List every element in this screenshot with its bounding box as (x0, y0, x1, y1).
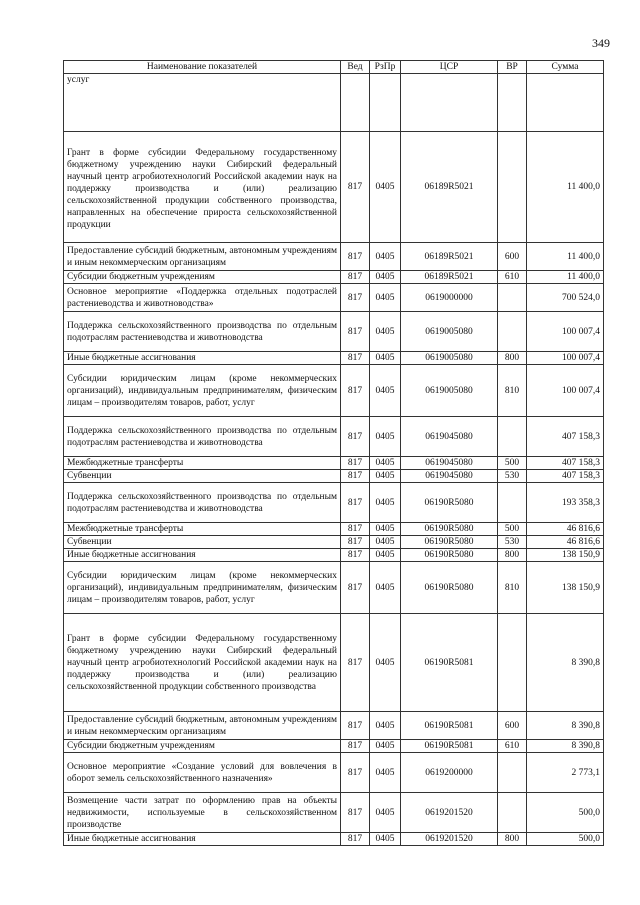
row-sum: 138 150,9 (527, 549, 604, 562)
row-name: услуг (64, 74, 341, 132)
row-ved: 817 (341, 562, 370, 614)
header-name: Наименование показателей (64, 61, 341, 74)
row-ved: 817 (341, 284, 370, 312)
row-csr: 0619005080 (401, 312, 498, 352)
row-sum: 407 158,3 (527, 417, 604, 457)
table-row (64, 365, 604, 417)
row-name: Иные бюджетные ассигнования (64, 549, 341, 562)
row-ved: 817 (341, 483, 370, 523)
page-number: 349 (592, 36, 610, 50)
row-vr: 530 (498, 536, 527, 549)
row-sum (527, 74, 604, 132)
table-row (64, 312, 604, 352)
row-rzpr: 0405 (370, 312, 401, 352)
table-row (64, 271, 604, 284)
row-rzpr: 0405 (370, 352, 401, 365)
row-sum: 46 816,6 (527, 523, 604, 536)
table-row (64, 833, 604, 846)
row-csr: 0619200000 (401, 753, 498, 793)
row-name: Грант в форме субсидии Федеральному государственному бюджетному учреждению науки Сибирский федеральный научный центр агробиотехнологий Российской академии наук на поддержку производства и (или) реализацию сельскохозяйственной продукции собственного производства (64, 614, 341, 712)
row-name: Предоставление субсидий бюджетным, автономным учреждениям и иным некоммерческим организациям (64, 243, 341, 271)
row-csr: 06190R5080 (401, 549, 498, 562)
row-rzpr: 0405 (370, 365, 401, 417)
table-row (64, 284, 604, 312)
table-row (64, 132, 604, 243)
row-vr (498, 132, 527, 243)
row-vr: 530 (498, 470, 527, 483)
table-row (64, 614, 604, 712)
table-row (64, 562, 604, 614)
row-csr: 0619045080 (401, 457, 498, 470)
row-csr: 0619201520 (401, 833, 498, 846)
row-rzpr: 0405 (370, 562, 401, 614)
row-vr: 800 (498, 833, 527, 846)
row-vr (498, 284, 527, 312)
header-sum: Сумма (527, 61, 604, 74)
row-name: Основное мероприятие «Создание условий для вовлечения в оборот земель сельскохозяйственного назначения» (64, 753, 341, 793)
row-vr (498, 74, 527, 132)
row-vr (498, 417, 527, 457)
header-vr: ВР (498, 61, 527, 74)
row-ved: 817 (341, 712, 370, 740)
row-ved: 817 (341, 614, 370, 712)
table-row (64, 74, 604, 132)
row-vr: 810 (498, 365, 527, 417)
row-ved: 817 (341, 457, 370, 470)
row-sum: 700 524,0 (527, 284, 604, 312)
table-row (64, 243, 604, 271)
row-rzpr: 0405 (370, 284, 401, 312)
row-csr: 06190R5081 (401, 740, 498, 753)
row-name: Иные бюджетные ассигнования (64, 352, 341, 365)
row-name: Поддержка сельскохозяйственного производства по отдельным подотраслям растениеводства и животноводства (64, 483, 341, 523)
row-rzpr: 0405 (370, 417, 401, 457)
row-vr: 500 (498, 523, 527, 536)
row-csr: 06189R5021 (401, 271, 498, 284)
row-name: Межбюджетные трансферты (64, 457, 341, 470)
row-sum: 8 390,8 (527, 740, 604, 753)
row-ved: 817 (341, 132, 370, 243)
row-vr (498, 793, 527, 833)
row-sum: 407 158,3 (527, 457, 604, 470)
table-row (64, 417, 604, 457)
table-row (64, 483, 604, 523)
row-name: Основное мероприятие «Поддержка отдельных подотраслей растениеводства и животноводства» (64, 284, 341, 312)
row-rzpr: 0405 (370, 271, 401, 284)
row-rzpr: 0405 (370, 549, 401, 562)
row-ved: 817 (341, 523, 370, 536)
row-vr (498, 614, 527, 712)
row-csr: 06189R5021 (401, 132, 498, 243)
row-name: Возмещение части затрат по оформлению прав на объекты недвижимости, используемые в сельскохозяйственном производстве (64, 793, 341, 833)
row-ved: 817 (341, 740, 370, 753)
row-csr: 06190R5080 (401, 536, 498, 549)
row-csr: 0619045080 (401, 470, 498, 483)
table-row (64, 457, 604, 470)
table-row (64, 536, 604, 549)
row-vr: 810 (498, 562, 527, 614)
row-ved: 817 (341, 312, 370, 352)
row-csr (401, 74, 498, 132)
row-csr: 0619000000 (401, 284, 498, 312)
row-name: Субсидии юридическим лицам (кроме некоммерческих организаций), индивидуальным предпринимателям, физическим лицам – производителям товаров, работ, услуг (64, 365, 341, 417)
row-rzpr: 0405 (370, 523, 401, 536)
table-row (64, 352, 604, 365)
row-sum: 500,0 (527, 833, 604, 846)
row-name: Грант в форме субсидии Федеральному государственному бюджетному учреждению науки Сибирский федеральный научный центр агробиотехнологий Российской академии наук на поддержку производства и (или) реализацию сельскохозяйственной продукции собственного производства, направленных на обеспечение прироста сельскохозяйственной продукции (64, 132, 341, 243)
table-row (64, 470, 604, 483)
row-rzpr: 0405 (370, 712, 401, 740)
row-name: Субсидии бюджетным учреждениям (64, 271, 341, 284)
header-csr: ЦСР (401, 61, 498, 74)
row-sum: 46 816,6 (527, 536, 604, 549)
row-ved: 817 (341, 536, 370, 549)
row-name: Субвенции (64, 470, 341, 483)
row-rzpr: 0405 (370, 483, 401, 523)
row-name: Субсидии бюджетным учреждениям (64, 740, 341, 753)
row-name: Субсидии юридическим лицам (кроме некоммерческих организаций), индивидуальным предпринимателям, физическим лицам – производителям товаров, работ, услуг (64, 562, 341, 614)
row-vr (498, 753, 527, 793)
row-sum: 100 007,4 (527, 365, 604, 417)
header-ved: Вед (341, 61, 370, 74)
row-ved: 817 (341, 549, 370, 562)
row-name: Поддержка сельскохозяйственного производства по отдельным подотраслям растениеводства и животноводства (64, 312, 341, 352)
row-sum: 407 158,3 (527, 470, 604, 483)
row-csr: 0619201520 (401, 793, 498, 833)
row-sum: 2 773,1 (527, 753, 604, 793)
row-name: Иные бюджетные ассигнования (64, 833, 341, 846)
row-name: Поддержка сельскохозяйственного производства по отдельным подотраслям растениеводства и животноводства (64, 417, 341, 457)
budget-table (63, 60, 604, 846)
table-row (64, 712, 604, 740)
table-row (64, 753, 604, 793)
row-sum: 193 358,3 (527, 483, 604, 523)
row-rzpr: 0405 (370, 793, 401, 833)
row-vr: 500 (498, 457, 527, 470)
row-vr: 800 (498, 549, 527, 562)
table-row (64, 793, 604, 833)
table-header-row (64, 61, 604, 74)
row-vr (498, 483, 527, 523)
row-sum: 11 400,0 (527, 132, 604, 243)
row-ved: 817 (341, 365, 370, 417)
row-sum: 500,0 (527, 793, 604, 833)
row-vr: 800 (498, 352, 527, 365)
row-csr: 0619005080 (401, 352, 498, 365)
row-rzpr: 0405 (370, 753, 401, 793)
row-vr: 610 (498, 271, 527, 284)
row-ved: 817 (341, 793, 370, 833)
row-rzpr: 0405 (370, 614, 401, 712)
row-rzpr: 0405 (370, 457, 401, 470)
row-name: Предоставление субсидий бюджетным, автономным учреждениям и иным некоммерческим организациям (64, 712, 341, 740)
row-rzpr: 0405 (370, 536, 401, 549)
row-sum: 11 400,0 (527, 243, 604, 271)
row-csr: 06190R5080 (401, 523, 498, 536)
row-sum: 100 007,4 (527, 352, 604, 365)
row-vr: 610 (498, 740, 527, 753)
row-csr: 06190R5081 (401, 614, 498, 712)
row-ved: 817 (341, 833, 370, 846)
table-row (64, 523, 604, 536)
row-csr: 06190R5080 (401, 562, 498, 614)
row-csr: 06189R5021 (401, 243, 498, 271)
row-ved: 817 (341, 470, 370, 483)
row-vr: 600 (498, 243, 527, 271)
row-csr: 0619005080 (401, 365, 498, 417)
row-sum: 8 390,8 (527, 712, 604, 740)
row-csr: 06190R5080 (401, 483, 498, 523)
table-row (64, 549, 604, 562)
row-rzpr: 0405 (370, 243, 401, 271)
row-vr: 600 (498, 712, 527, 740)
row-rzpr: 0405 (370, 470, 401, 483)
row-rzpr: 0405 (370, 740, 401, 753)
row-ved: 817 (341, 417, 370, 457)
row-sum: 100 007,4 (527, 312, 604, 352)
row-sum: 11 400,0 (527, 271, 604, 284)
row-sum: 8 390,8 (527, 614, 604, 712)
row-name: Межбюджетные трансферты (64, 523, 341, 536)
row-rzpr (370, 74, 401, 132)
table-row (64, 740, 604, 753)
row-csr: 06190R5081 (401, 712, 498, 740)
row-sum: 138 150,9 (527, 562, 604, 614)
header-rzpr: РзПр (370, 61, 401, 74)
row-rzpr: 0405 (370, 833, 401, 846)
row-rzpr: 0405 (370, 132, 401, 243)
row-ved: 817 (341, 243, 370, 271)
row-name: Субвенции (64, 536, 341, 549)
row-ved: 817 (341, 753, 370, 793)
row-csr: 0619045080 (401, 417, 498, 457)
row-vr (498, 312, 527, 352)
row-ved (341, 74, 370, 132)
row-ved: 817 (341, 271, 370, 284)
row-ved: 817 (341, 352, 370, 365)
